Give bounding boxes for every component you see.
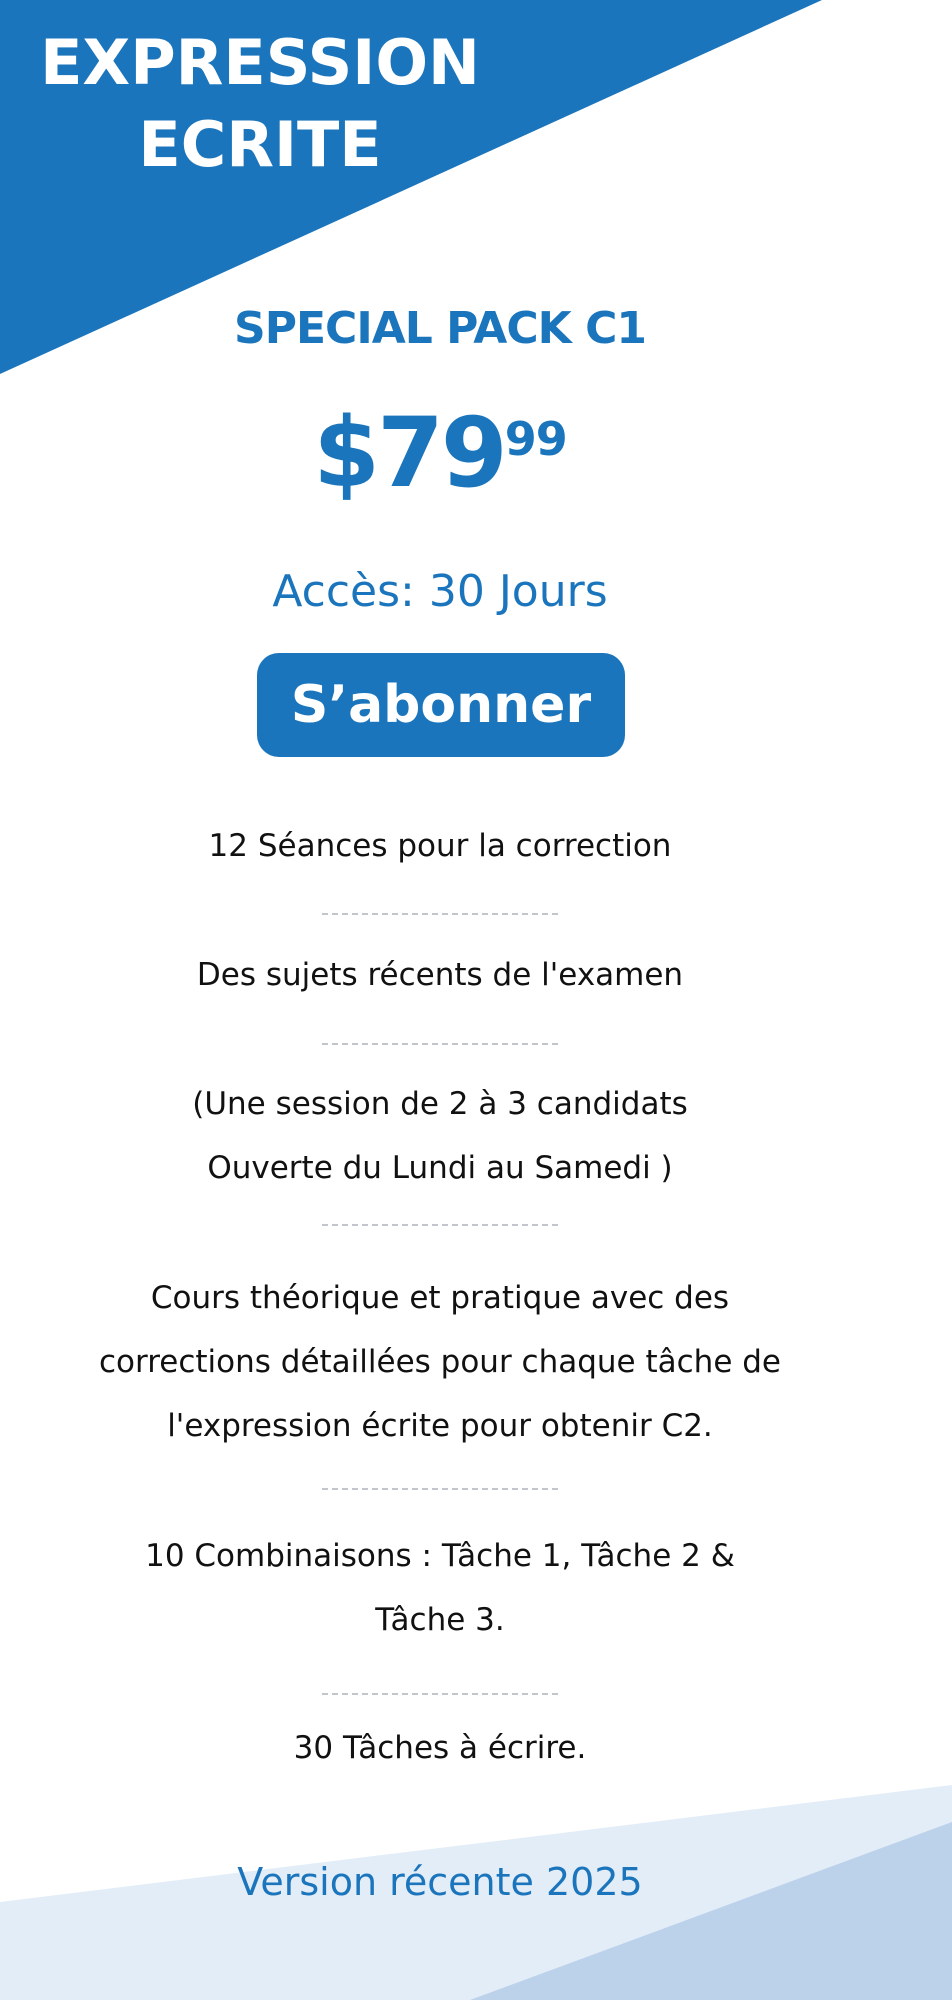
feature-line: l'expression écrite pour obtenir C2. (167, 1408, 713, 1444)
price (0, 398, 880, 508)
feature-line: 30 Tâches à écrire. (293, 1730, 587, 1766)
feature-divider (322, 913, 558, 915)
feature-line: (Une session de 2 à 3 candidats (192, 1086, 688, 1122)
banner-title (40, 22, 480, 186)
feature-line: 12 Séances pour la correction (208, 828, 672, 864)
feature-item-combinations (40, 1524, 840, 1652)
feature-item-schedule (40, 1072, 840, 1200)
feature-item-course (40, 1266, 840, 1458)
feature-divider (322, 1488, 558, 1490)
access-duration: Accès: 30 Jours (272, 566, 608, 617)
feature-divider (322, 1224, 558, 1226)
feature-divider (322, 1043, 558, 1045)
banner-title-line-1: EXPRESSION (40, 26, 480, 99)
feature-divider (322, 1693, 558, 1695)
feature-line: 10 Combinaisons : Tâche 1, Tâche 2 & (145, 1538, 735, 1574)
feature-line: corrections détaillées pour chaque tâche de (98, 1344, 781, 1380)
subscribe-button[interactable]: S’abonner (257, 653, 625, 757)
feature-line: Ouverte du Lundi au Samedi ) (207, 1150, 673, 1186)
price-cents: 99 (504, 412, 567, 466)
price-main: $79 (313, 397, 505, 509)
pack-name: SPECIAL PACK C1 (234, 303, 646, 354)
feature-item-tasks (40, 1716, 840, 1780)
banner-title-line-2: ECRITE (138, 108, 382, 181)
feature-line: Des sujets récents de l'examen (196, 957, 684, 993)
feature-item-sessions (40, 814, 840, 878)
feature-item-subjects (40, 943, 840, 1007)
feature-line: Tâche 3. (375, 1602, 505, 1638)
feature-line: Cours théorique et pratique avec des (150, 1280, 730, 1316)
version-note: Version récente 2025 (237, 1860, 643, 1904)
